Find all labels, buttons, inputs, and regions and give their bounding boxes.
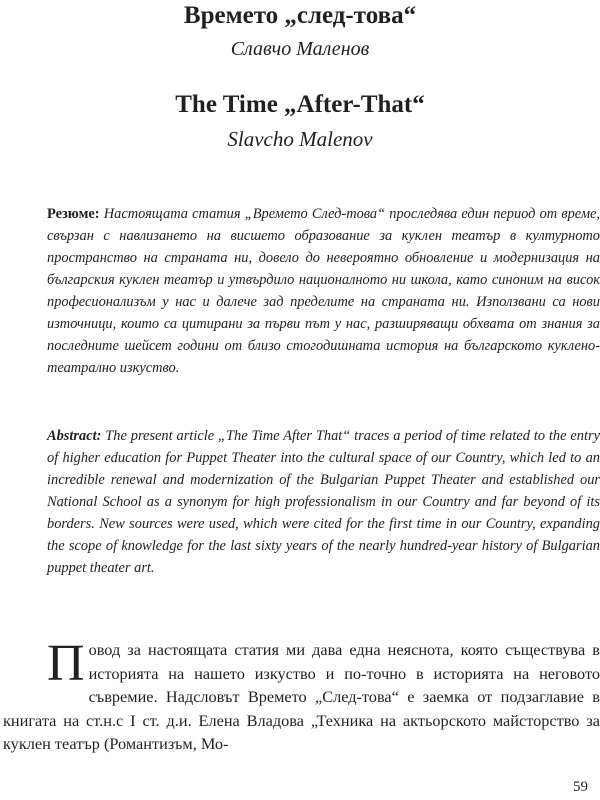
author-name-english: Slavcho Malenov: [227, 127, 373, 151]
abstract-bulgarian: [47, 203, 600, 379]
abstract-label-english: Abstract:: [47, 428, 102, 444]
abstract-text-english: The present article „The Time After That“ traces a period of time related to the entry of higher education for Puppet Theater into the cultural space of our Country, which led to an incredible renewal and modernization of the Bulgarian Puppet Theater and established our National School as a synonym for high professionalism in our Country and far beyond of its borders. New sources were used, which were cited for the first time in our Country, expanding the scope of knowledge for the last sixty years of the nearly hundred-year history of Bulgarian puppet theater art.: [47, 428, 600, 576]
drop-cap-letter: П: [47, 635, 85, 692]
body-paragraph-text: овод за настоящата статия ми дава една неяснота, която съществува в историята на нашето изкуство и по-точно в историята на неговото съвремие. Надсловът Времето „След-това“ е заемка от подзаглавие в книгата на ст.н.с I ст. д.и. Елена Владова „Техника на актьорското майсторство за куклен театър (Романтизъм, Мо-: [3, 640, 600, 753]
abstract-label-bulgarian: Резюме:: [47, 206, 100, 222]
article-title-english: The Time „After-That“: [175, 91, 425, 118]
page-number: 59: [573, 779, 588, 795]
article-title-bulgarian: Времето „след-това“: [183, 2, 417, 29]
abstract-text-bulgarian: Настоящата статия „Времето След-това“ проследява един период от време, свързан с навлизането на висшето образование за куклен театър в културното пространство на страната ни, довело до невероятно обновление и модернизация на българския куклен театър и утвърдило националното ни школа, като синоним на висок професионализъм у нас и далече зад пределите на страната ни. Използвани са нови източници, които са цитирани за първи път у нас, разширяващи обхвата от знания за последните шейсет години от близо стогодишната история на българското куклено-театрално изкуство.: [47, 206, 600, 376]
abstract-english: [47, 425, 600, 579]
title-block-english: [0, 90, 600, 154]
body-paragraph: [3, 635, 600, 756]
author-name-bulgarian: Славчо Маленов: [230, 38, 370, 60]
title-block-bulgarian: [0, 0, 600, 63]
